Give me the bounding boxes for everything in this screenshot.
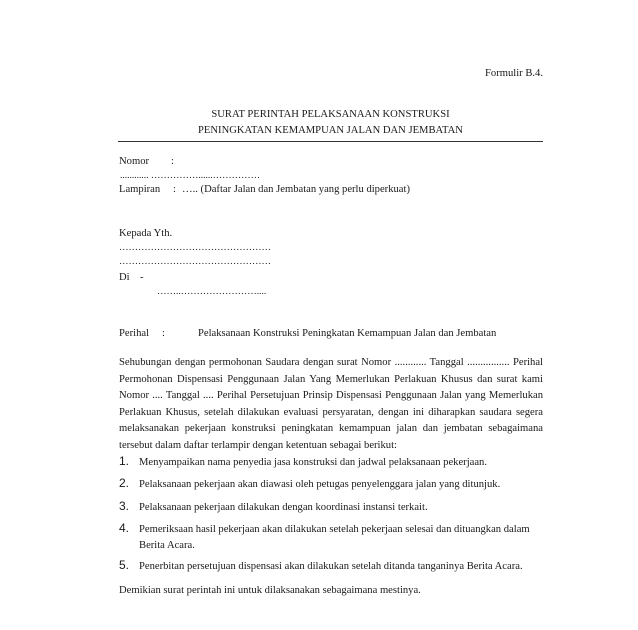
list-item-text: Penerbitan persetujuan dispensasi akan dilakukan setelah ditanda tanganinya Berita Acara. <box>139 561 523 572</box>
perihal-value: Pelaksanaan Konstruksi Peningkatan Kemampuan Jalan dan Jembatan <box>198 328 497 339</box>
list-item-number: 1. <box>119 454 130 468</box>
title-line-1: SURAT PERINTAH PELAKSANAAN KONSTRUKSI <box>211 109 450 120</box>
form-code: Formulir B.4. <box>485 68 543 79</box>
lampiran-label: Lampiran <box>119 184 161 195</box>
list-item-text: Menyampaikan nama penyedia jasa konstruksi dan jadwal pelaksanaan pekerjaan. <box>139 457 487 468</box>
title-line-2: PENINGKATAN KEMAMPUAN JALAN DAN JEMBATAN <box>198 125 463 136</box>
list-item-number: 5. <box>119 558 130 572</box>
di-label: Di <box>119 272 130 283</box>
list-item-text: Pelaksanaan pekerjaan dilakukan dengan koordinasi instansi terkait. <box>139 502 428 513</box>
closing-sentence: Demikian surat perintah ini untuk dilaksanakan sebagaimana mestinya. <box>119 585 421 596</box>
list-item-number: 2. <box>119 476 130 490</box>
list-item-text: Pelaksanaan pekerjaan akan diawasi oleh petugas penyelenggara jalan yang ditunjuk. <box>139 479 501 490</box>
lampiran-separator: : <box>173 184 176 195</box>
kepada-label: Kepada Yth. <box>119 228 173 239</box>
lampiran-value: ….. (Daftar Jalan dan Jembatan yang perlu diperkuat) <box>182 184 410 195</box>
list-item-text: Pemeriksaan hasil pekerjaan akan dilakukan setelah pekerjaan selesai dan dituangkan dalam Berita Acara. <box>139 524 530 551</box>
perihal-separator: : <box>162 328 165 339</box>
perihal-label: Perihal <box>119 328 150 339</box>
body-paragraph: Sehubungan dengan permohonan Saudara dengan surat Nomor ............ Tanggal ................ Perihal Permohonan Dispensasi Penggunaan Jalan Yang Memerlukan Perlakuan Khusus dan surat kami Nomor .... Tanggal .... Perihal Persetujuan Prinsip Dispensasi Penggunaan Jalan yang Memerlukan Perlakuan Khusus, setelah dilakukan evaluasi persyaratan, dengan ini diharapkan saudara segera melaksanakan pekerjaan konstruksi peningkatan kemampuan jalan dan jembatan sebagaimana tersebut dalam daftar terlampir dengan ketentuan sebagai berikut: <box>119 357 543 451</box>
nomor-separator: : <box>171 156 174 167</box>
nomor-value: ............ ……………......…………… <box>120 171 261 181</box>
nomor-label: Nomor <box>119 156 150 167</box>
kepada-line-1: ………………………………………… <box>119 243 271 253</box>
di-value: ……..…………………….... <box>157 287 267 297</box>
kepada-line-2: ………………………………………… <box>119 257 271 267</box>
title-underline <box>118 141 543 142</box>
di-separator: - <box>140 272 144 283</box>
list-item-number: 4. <box>119 521 130 535</box>
list-item-number: 3. <box>119 499 130 513</box>
